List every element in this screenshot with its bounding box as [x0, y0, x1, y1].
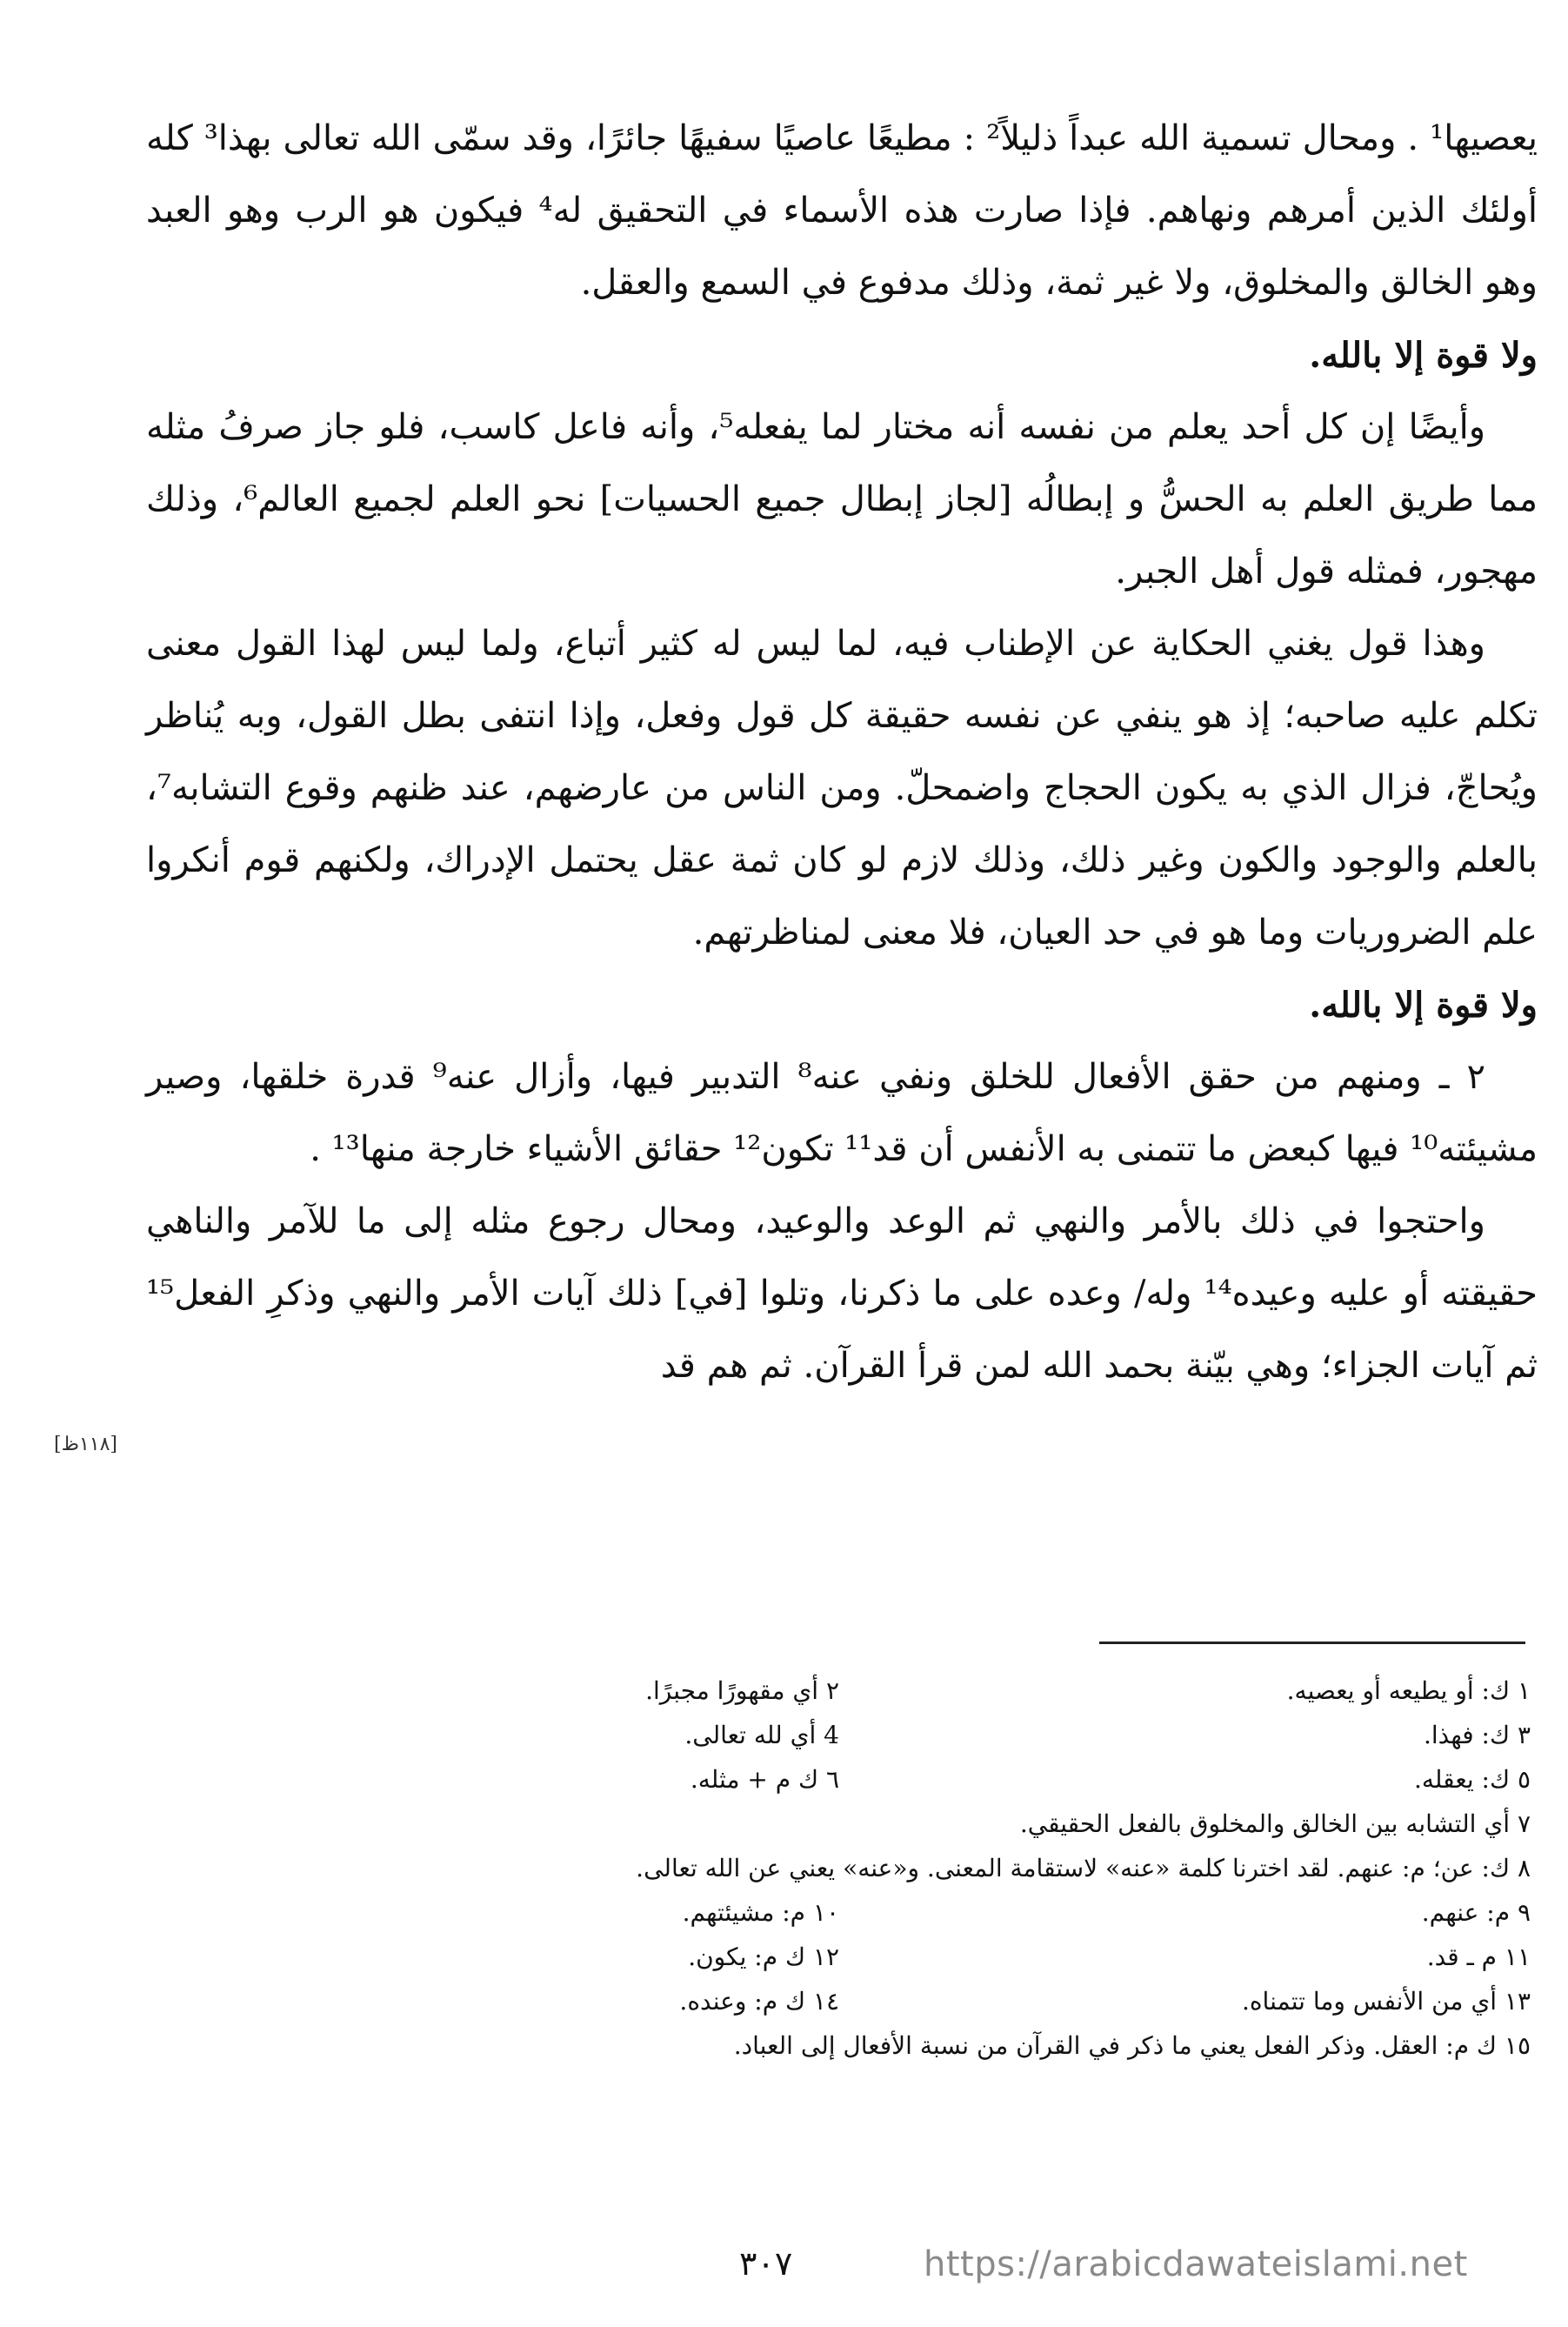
paragraph-bold: ولا قوة إلا بالله. — [1309, 335, 1538, 376]
folio-margin-note: [١١٨ظ] — [54, 1434, 117, 1455]
paragraph-bold: ولا قوة إلا بالله. — [1309, 985, 1538, 1026]
paragraph: واحتجوا في ذلك بالأمر والنهي ثم الوعد والوعيد، ومحال رجوع مثله إلى ما للآمر والناهي حقيقته أو عليه وعيده¹⁴ وله/ وعده على ما ذكرنا، وتلوا [في] ذلك آيات الأمر والنهي وذكرِ الفعل¹⁵ ثم آيات الجزاء؛ وهي بيّنة بحمد الله لمن قرأ القرآن. ثم هم قد — [146, 1201, 1538, 1386]
footnote-item: ١١ م ـ قد. — [1426, 1943, 1531, 1971]
footnote-item: ٢ أي مقهورًا مجبرًا. — [645, 1676, 839, 1705]
footnote-item: ٥ ك: يعقله. — [1413, 1765, 1531, 1794]
footnote-item: ١٢ ك م: يكون. — [688, 1943, 839, 1971]
footnote-row — [148, 1979, 1531, 2023]
footnote-item: ٩ م: عنهم. — [1421, 1898, 1531, 1927]
page-number: ٣٠٧ — [739, 2244, 793, 2283]
footnote-item: 4 أي لله تعالى. — [684, 1721, 839, 1749]
footnote-row — [148, 1935, 1531, 1979]
footnote-item: ١٤ ك م: وعنده. — [679, 1987, 839, 2016]
footnote-row — [148, 1713, 1531, 1757]
paragraph: ٢ ـ ومنهم من حقق الأفعال للخلق ونفي عنه⁸ التدبير فيها، وأزال عنه⁹ قدرة خلقها، وصير مشيئته¹⁰ فيها كبعض ما تتمنى به الأنفس أن قد¹¹ تكون¹² حقائق الأشياء خارجة منها¹³ . — [146, 1057, 1538, 1169]
paragraph: وأيضًا إن كل أحد يعلم من نفسه أنه مختار لما يفعله⁵، وأنه فاعل كاسب، فلو جاز صرفُ مثله مما طريق العلم به الحسُّ و إبطالُه [لجاز إبطال جميع الحسيات] نحو العلم لجميع العالم⁶، وذلك مهجور، فمثله قول أهل الجبر. — [146, 407, 1538, 592]
footnote-item: ١٠ م: مشيئتهم. — [682, 1898, 839, 1927]
footnote-item: ٧ أي التشابه بين الخالق والمخلوق بالفعل الحقيقي. — [1019, 1809, 1531, 1838]
footnote-row — [148, 1668, 1531, 1713]
watermark-url: https://arabicdawateislami.net — [924, 2244, 1468, 2284]
footnote-item: ١٥ ك م: العقل. وذكر الفعل يعني ما ذكر في القرآن من نسبة الأفعال إلى العباد. — [733, 2031, 1531, 2060]
footnote-item: ١ ك: أو يطيعه أو يعصيه. — [1286, 1676, 1531, 1705]
paragraph: وهذا قول يغني الحكاية عن الإطناب فيه، لما ليس له كثير أتباع، ولما ليس لهذا القول معنى تكلم عليه صاحبه؛ إذ هو ينفي عن نفسه حقيقة كل قول وفعل، وإذا انتفى بطل القول، وبه يُناظر ويُحاجّ، فزال الذي به يكون الحجاج واضمحلّ. ومن الناس من عارضهم، عند ظنهم وقوع التشابه⁷، بالعلم والوجود والكون وغير ذلك، وذلك لازم لو كان ثمة عقل يحتمل الإدراك، ولكنهم قوم أنكروا علم الضروريات وما هو في حد العيان، فلا معنى لمناظرتهم. — [146, 624, 1538, 953]
main-text — [146, 103, 1538, 1402]
footnote-divider — [1099, 1642, 1525, 1644]
footnote-item: ١٣ أي من الأنفس وما تتمناه. — [1241, 1987, 1531, 2016]
footnote-row — [148, 1757, 1531, 1802]
paragraph: يعصيها¹ . ومحال تسمية الله عبداً ذليلاً² : مطيعًا عاصيًا سفيهًا جائرًا، وقد سمّى الله تعالى بهذا³ كله أولئك الذين أمرهم ونهاهم. فإذا صارت هذه الأسماء في التحقيق له⁴ فيكون هو الرب وهو العبد وهو الخالق والمخلوق، ولا غير ثمة، وذلك مدفوع في السمع والعقل. — [146, 118, 1538, 303]
footnote-item: ٨ ك: عن؛ م: عنهم. لقد اخترنا كلمة «عنه» لاستقامة المعنى. و«عنه» يعني عن الله تعالى. — [636, 1854, 1531, 1882]
footnotes — [148, 1668, 1531, 2068]
footnote-row — [148, 1890, 1531, 1935]
footnote-item: ٣ ك: فهذا. — [1423, 1721, 1531, 1749]
footnote-item: ٦ ك م + مثله. — [690, 1765, 839, 1794]
